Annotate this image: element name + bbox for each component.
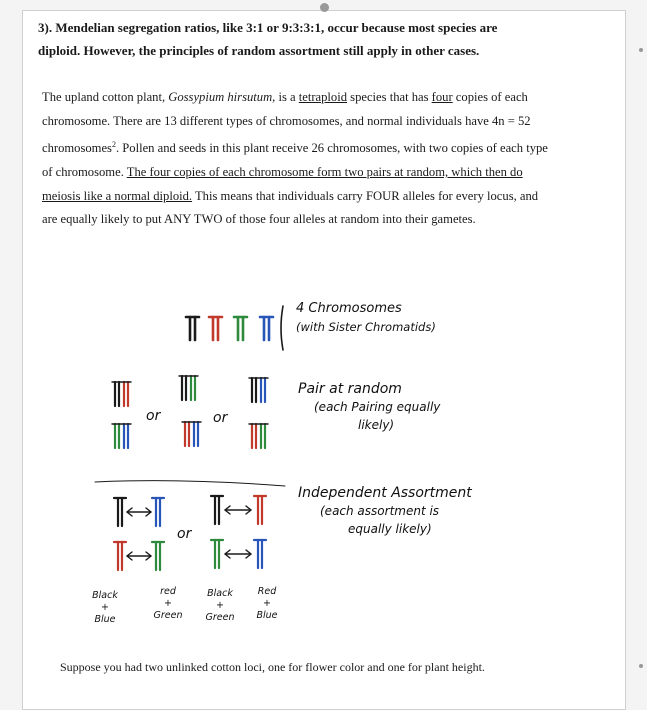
gamete-plus: + [164,598,172,609]
divider-line [95,481,285,486]
gamete-plus: + [216,600,224,611]
para-text: copies of each chromosome. There are 13 different types of chromosomes, and normal individuals have 4n = 52 chromosomes [42,90,531,156]
note-line: Pair at random [298,381,402,397]
gamete-label [200,588,240,624]
para-text: , is a [272,90,299,104]
underlined-sentence: The four copies of each chromosome form two pairs at random, which then do meiosis like a normal diploid. [42,164,523,203]
assortment-option-1 [114,498,164,570]
question-line-2: diploid. However, the principles of random assortment still apply in other cases. [38,43,480,58]
margin-dot [639,48,643,52]
para-text: This means that individuals carry FOUR alleles for every locus, and are equally likely to put ANY TWO of those four alleles at random into their gametes. [42,188,539,227]
pairing-option-3 [249,378,268,448]
gamete-allele: Black [207,588,233,599]
margin-dot [639,664,643,668]
para-text: species that has [347,90,432,104]
assortment-option-2 [211,496,266,568]
or-label: or [177,526,192,542]
gamete-plus: + [263,598,271,609]
or-label: or [146,408,161,424]
note-line: 4 Chromosomes [296,301,402,316]
gamete-allele: Blue [94,614,116,625]
gamete-allele: Red [257,586,277,597]
four-term: four [431,90,453,104]
footnote-marker: 2 [111,140,116,150]
gamete-allele: Blue [256,610,278,621]
note-line: (with Sister Chromatids) [296,320,436,334]
pairing-option-1 [112,382,131,448]
gamete-allele: Green [205,612,235,623]
tetraploid-term: tetraploid [298,90,348,104]
note-chromosomes [296,300,436,336]
gamete-plus: + [101,602,109,613]
gamete-label [148,586,188,622]
para-text: The upland cotton plant, [42,90,169,104]
pairing-option-2 [179,376,201,446]
note-assortment [298,484,472,538]
para-text: . Pollen and seeds in this plant receive 26 chromosomes, with two copies of each type of chromosome. [42,141,548,179]
question-line-1: 3). Mendelian segregation ratios, like 3:1 or 9:3:3:1, occur because most species are [38,20,498,35]
or-label: or [213,410,228,426]
note-line: Independent Assortment [298,485,472,501]
note-pairing [298,380,440,434]
gamete-allele: Green [153,610,183,621]
note-line: likely) [358,418,395,432]
note-line: (each Pairing equally [314,400,441,414]
gamete-label [88,590,122,626]
note-line: (each assortment is [320,504,440,518]
note-line: equally likely) [348,522,432,536]
footer-text: Suppose you had two unlinked cotton loci, one for flower color and one for plant height. [60,660,485,674]
four-chromosomes [186,306,283,350]
gamete-allele: red [160,586,176,597]
gamete-allele: Black [92,590,118,601]
species-name: Gossypium hirsutum [168,90,273,104]
gamete-label [250,586,284,622]
